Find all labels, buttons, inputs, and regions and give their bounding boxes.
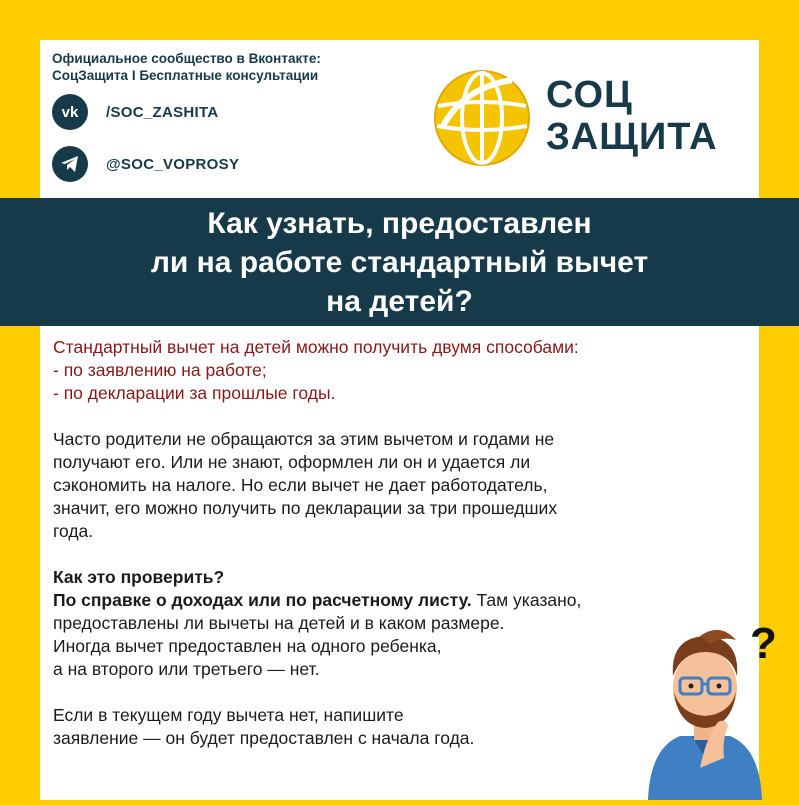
p1-line-4: значит, его можно получить по декларации за три прошедших bbox=[53, 498, 558, 518]
vk-handle: /SOC_ZASHITA bbox=[106, 103, 219, 121]
p2-line-1-bold: По справке о доходах или по расчетному листу. bbox=[53, 590, 472, 610]
community-info bbox=[52, 50, 321, 84]
p3-line-1: Если в текущем году вычета нет, напишите bbox=[53, 705, 404, 725]
title-line-3: на детей? bbox=[326, 284, 473, 318]
telegram-icon bbox=[52, 146, 88, 182]
title-line-2: ли на работе стандартный вычет bbox=[150, 245, 649, 279]
intro-line-2: - по заявлению на работе; bbox=[53, 360, 267, 380]
telegram-handle: @SOC_VOPROSY bbox=[106, 155, 240, 173]
p1-line-5: года. bbox=[53, 521, 94, 541]
community-line-2: СоцЗащита I Бесплатные консультации bbox=[52, 68, 319, 83]
paragraph-1 bbox=[53, 428, 733, 543]
p2-line-1 bbox=[53, 589, 733, 612]
community-line-1: Официальное сообщество в Вконтакте: bbox=[52, 51, 321, 66]
p1-line-1: Часто родители не обращаются за этим вычетом и годами не bbox=[53, 429, 555, 449]
title-line-1: Как узнать, предоставлен bbox=[207, 206, 592, 240]
svg-text:?: ? bbox=[750, 619, 777, 668]
paragraph-2 bbox=[53, 566, 733, 681]
p2-heading: Как это проверить? bbox=[53, 567, 225, 587]
logo-line-2: ЗАЩИТА bbox=[546, 116, 718, 158]
p2-line-2: предоставлены ли вычеты на детей и в каком размере. bbox=[53, 613, 505, 633]
thinking-man-icon bbox=[640, 618, 777, 800]
header bbox=[40, 40, 759, 198]
p2-line-4: а на второго или третьего — нет. bbox=[53, 659, 320, 679]
logo-line-1: СОЦ bbox=[546, 74, 633, 116]
vk-icon bbox=[52, 94, 88, 130]
intro-paragraph bbox=[53, 336, 733, 405]
intro-line-1: Стандартный вычет на детей можно получить двумя способами: bbox=[53, 337, 579, 357]
telegram-link[interactable] bbox=[52, 146, 239, 182]
p2-line-1-rest: Там указано, bbox=[471, 590, 582, 610]
svg-text:vk: vk bbox=[61, 104, 79, 121]
title-band bbox=[0, 198, 799, 326]
paragraph-3 bbox=[53, 704, 733, 750]
article-body bbox=[53, 336, 733, 773]
logo-wordmark bbox=[546, 74, 718, 158]
p1-line-2: получают его. Или не знают, оформлен ли он и удается ли bbox=[53, 452, 531, 472]
vk-link[interactable] bbox=[52, 94, 219, 130]
intro-line-3: - по декларации за прошлые годы. bbox=[53, 383, 336, 403]
p2-line-3: Иногда вычет предоставлен на одного ребенка, bbox=[53, 636, 442, 656]
p1-line-3: сэкономить на налоге. Но если вычет не дает работодатель, bbox=[53, 475, 548, 495]
p3-line-2: заявление — он будет предоставлен с начала года. bbox=[53, 728, 475, 748]
globe-logo-icon bbox=[432, 68, 532, 168]
page-title bbox=[151, 204, 648, 321]
